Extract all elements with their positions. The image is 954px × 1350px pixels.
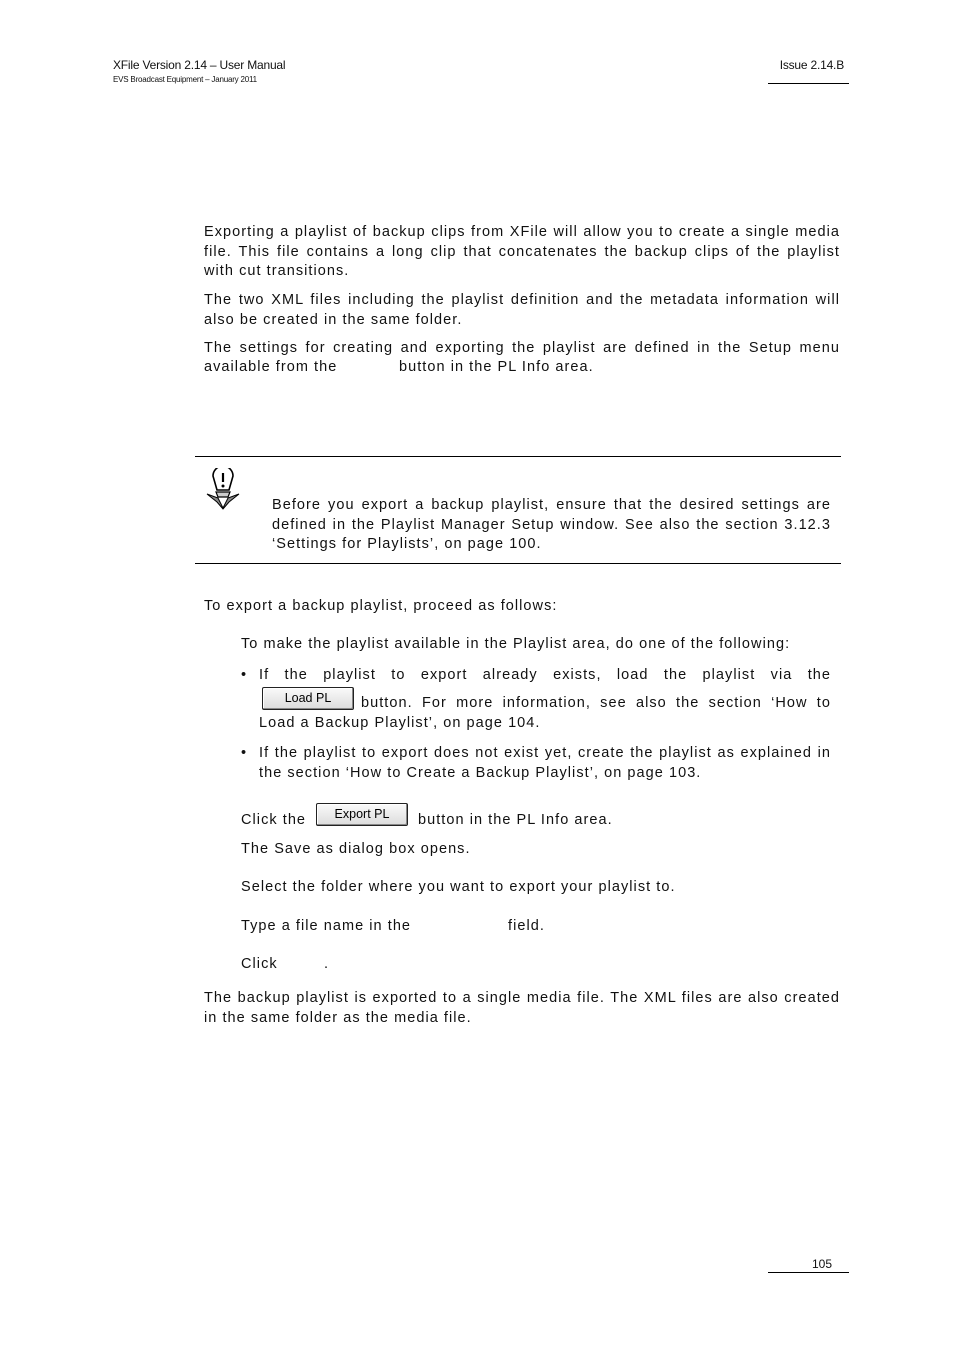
note-bottom-rule	[195, 563, 841, 564]
step-3: Select the folder where you want to export your playlist to.	[241, 879, 676, 895]
step-5-tail: .	[324, 956, 330, 972]
step-1: To make the playlist available in the Playlist area, do one of the following:	[241, 636, 791, 652]
bullet-2-marker: •	[241, 745, 247, 761]
note-warning-icon	[205, 468, 241, 510]
note-top-rule	[195, 456, 841, 457]
step-2-result: The Save as dialog box opens.	[241, 841, 471, 857]
intro-paragraph-3-line2	[204, 358, 337, 378]
intro-paragraph-1: Exporting a playlist of backup clips from XFile will allow you to create a single media file. This file contains a long clip that concatenates the backup clips of the playlist with cut transitions.	[204, 224, 840, 279]
intro-paragraph-3-lead: available from the	[204, 359, 338, 375]
step-4-tail: field.	[508, 918, 545, 934]
intro-paragraph-2: The two XML files including the playlist definition and the metadata information will also be created in the same folder.	[204, 292, 840, 328]
manual-title: XFile Version 2.14 – User Manual	[113, 58, 286, 72]
manual-subtitle: EVS Broadcast Equipment – January 2011	[113, 75, 257, 84]
bullet-1-first-line: If the playlist to export already exists, load the playlist via the	[259, 667, 831, 683]
export-pl-button-image: Export PL	[316, 803, 408, 826]
page-number: 105	[811, 1257, 832, 1271]
bullet-2-text: If the playlist to export does not exist yet, create the playlist as explained in the section ‘How to Create a Backup Playlist’, on page 103.	[259, 745, 831, 781]
step-2-tail: button in the PL Info area.	[418, 812, 613, 828]
footer-rule	[768, 1272, 849, 1273]
intro-paragraph-3-start: The settings for creating and exporting the playlist are defined in the Setup menu	[204, 340, 840, 356]
bullet-1-rest: button. For more information, see also the section ‘How to Load a Backup Playlist’, on page 104.	[259, 695, 831, 731]
result-paragraph: The backup playlist is exported to a single media file. The XML files are also created in the same folder as the media file.	[204, 990, 840, 1026]
procedure-intro: To export a backup playlist, proceed as follows:	[204, 598, 558, 614]
note-text: Before you export a backup playlist, ensure that the desired settings are defined in the Playlist Manager Setup window. See also the section 3.12.3 ‘Settings for Playlists’, on page 100.	[272, 497, 831, 552]
issue-label: Issue 2.14.B	[779, 58, 844, 72]
bullet-1-marker: •	[241, 667, 247, 683]
step-4-lead: Type a file name in the	[241, 918, 412, 934]
step-5-lead: Click	[241, 956, 278, 972]
load-pl-button-image: Load PL	[262, 687, 354, 710]
header-rule	[768, 83, 849, 84]
intro-paragraph-3-end: button in the PL Info area.	[399, 359, 594, 375]
step-2-lead: Click the	[241, 812, 307, 828]
